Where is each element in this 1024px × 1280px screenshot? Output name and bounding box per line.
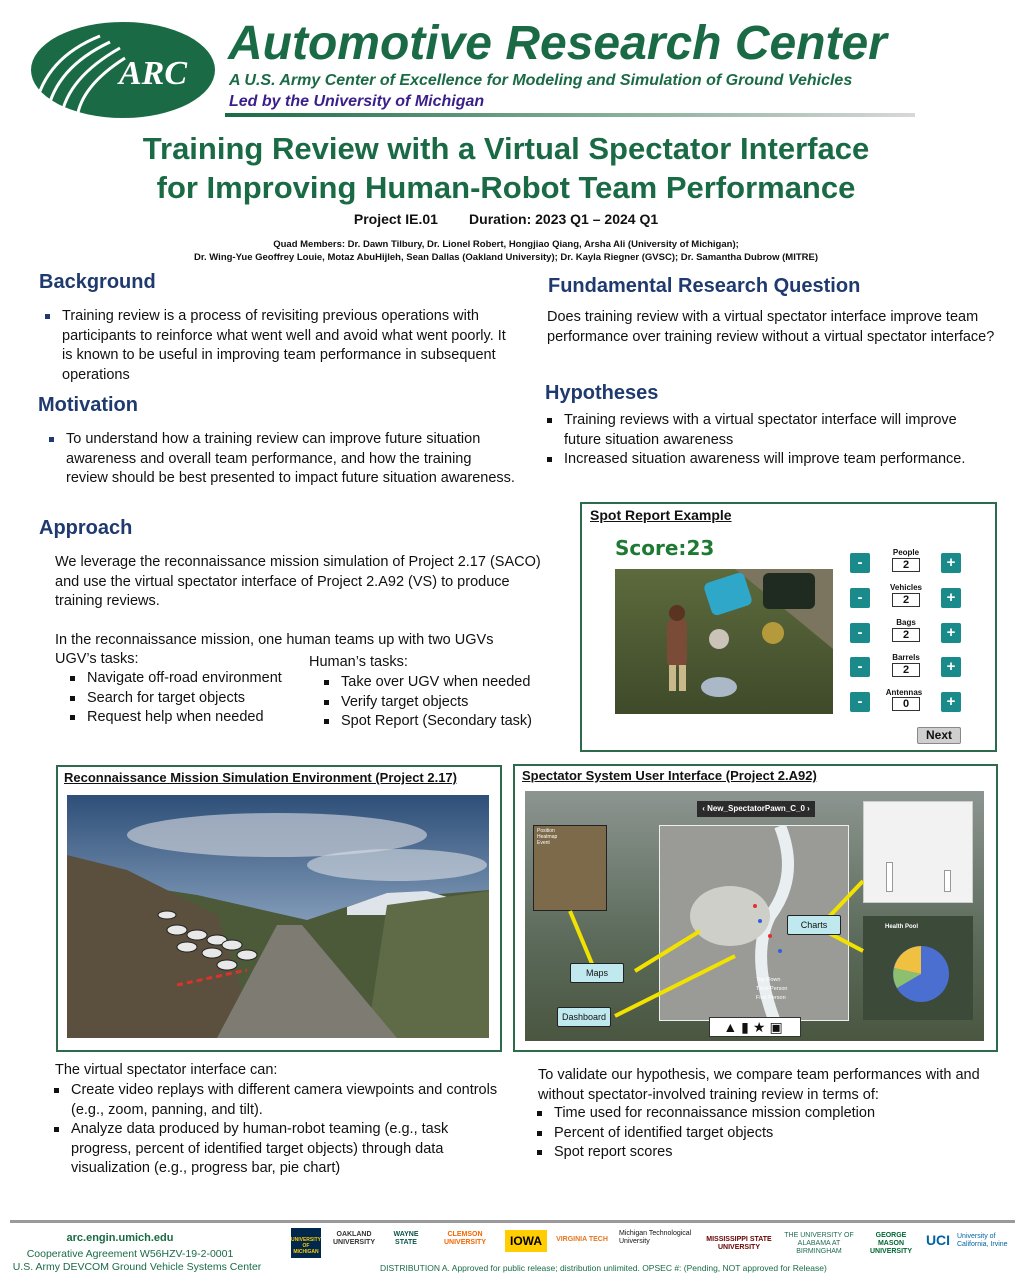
score-display bbox=[615, 536, 714, 560]
callout-arrows bbox=[525, 791, 984, 1041]
partner-logo-uab: THE UNIVERSITY OF ALABAMA AT BIRMINGHAM bbox=[784, 1232, 854, 1255]
list-item: Increased situation awareness will improve team performance. bbox=[544, 450, 984, 470]
list-item: Percent of identified target objects bbox=[534, 1124, 989, 1144]
footer-url[interactable]: arc.engin.umich.edu bbox=[66, 1232, 174, 1244]
footer-divider bbox=[10, 1220, 1015, 1223]
bags-label: Bags bbox=[896, 618, 916, 627]
partner-logo-george-mason: GEORGE MASON UNIVERSITY bbox=[869, 1232, 912, 1255]
motivation-heading: Motivation bbox=[38, 394, 138, 416]
vehicles-decrement-button[interactable]: - bbox=[850, 588, 870, 608]
validation-list bbox=[534, 1104, 989, 1163]
human-tasks-list bbox=[321, 673, 561, 732]
map-icon[interactable]: ▲ bbox=[723, 1019, 742, 1035]
background-heading: Background bbox=[39, 271, 156, 293]
center-name: Automotive Research Center bbox=[228, 17, 887, 70]
list-item: Time used for reconnaissance mission completion bbox=[534, 1104, 989, 1124]
approach-heading: Approach bbox=[39, 517, 133, 539]
bags-decrement-button[interactable]: - bbox=[850, 623, 870, 643]
legend-item: Event bbox=[537, 840, 550, 846]
list-item: Spot report scores bbox=[534, 1143, 989, 1163]
partner-logo-iowa: IOWA bbox=[505, 1230, 547, 1252]
camera-option-top-down[interactable]: Top Down bbox=[756, 977, 781, 983]
antennas-increment-button[interactable]: + bbox=[941, 692, 961, 712]
capabilities-list bbox=[51, 1081, 511, 1179]
spectator-ui-screenshot bbox=[525, 791, 984, 1041]
bar-chart-icon[interactable]: ▮ bbox=[741, 1019, 753, 1035]
camera-option-third-person[interactable]: Third Person bbox=[756, 986, 788, 992]
research-question-heading: Fundamental Research Question bbox=[548, 275, 861, 297]
spot-report-title: Spot Report Example bbox=[590, 507, 732, 523]
camera-icon[interactable]: ▣ bbox=[769, 1019, 787, 1035]
distribution-statement: DISTRIBUTION A. Approved for public release; distribution unlimited. OPSEC #: (Pending, NOT approved for Release) bbox=[380, 1263, 827, 1273]
logo-text: ARC bbox=[118, 55, 188, 92]
score-value: 23 bbox=[686, 536, 715, 560]
partner-logo-virginia-tech: VIRGINIA TECH bbox=[556, 1236, 608, 1243]
background-list bbox=[42, 307, 517, 385]
barrels-label: Barrels bbox=[892, 653, 920, 662]
barrels-decrement-button[interactable]: - bbox=[850, 657, 870, 677]
dashboard-toolbar bbox=[709, 1017, 801, 1037]
health-pool-label: Health Pool bbox=[885, 924, 919, 930]
maps-callout: Maps bbox=[570, 963, 624, 983]
partner-logo-wayne-state: WAYNE STATE bbox=[393, 1231, 419, 1246]
partner-logo-mississippi-state: MISSISSIPPI STATE UNIVERSITY bbox=[706, 1236, 772, 1251]
list-item: Create video replays with different camera viewpoints and controls (e.g., zoom, panning, and tilt). bbox=[51, 1081, 511, 1120]
ugv-tasks-heading: UGV’s tasks: bbox=[55, 651, 139, 667]
hypotheses-heading: Hypotheses bbox=[545, 382, 659, 404]
barrels-count[interactable]: 2 bbox=[892, 663, 920, 677]
quad-members-line-2: Dr. Wing-Yue Geoffrey Louie, Motaz AbuHijleh, Sean Dallas (Oakland University); Dr. Kayla Riegner (GVSC); Dr. Samantha Dubrow (MITRE) bbox=[193, 252, 819, 263]
star-icon[interactable]: ★ bbox=[752, 1019, 770, 1035]
poster-title-line-2: for Improving Human-Robot Team Performance bbox=[156, 170, 856, 205]
score-label: Score: bbox=[615, 536, 687, 560]
vehicles-increment-button[interactable]: + bbox=[941, 588, 961, 608]
project-duration: Project IE.01 Duration: 2023 Q1 – 2024 Q1 bbox=[353, 211, 659, 227]
approach-paragraph-1: We leverage the reconnaissance mission simulation of Project 2.17 (SACO) and use the virtual spectator interface of Project 2.A92 (VS) to produce training reviews. bbox=[55, 554, 541, 609]
list-item: Request help when needed bbox=[67, 708, 307, 728]
people-count[interactable]: 2 bbox=[892, 558, 920, 572]
header-divider bbox=[225, 113, 915, 117]
list-item: Analyze data produced by human-robot teaming (e.g., task progress, percent of identified target objects) through data visualization (e.g., progress bar, pie chart) bbox=[51, 1120, 511, 1179]
recon-sim-title: Reconnaissance Mission Simulation Environment (Project 2.17) bbox=[64, 770, 457, 785]
capabilities-intro: The virtual spectator interface can: bbox=[55, 1062, 278, 1078]
partner-logo-uci-name: University of California, Irvine bbox=[957, 1233, 1008, 1248]
charts-callout: Charts bbox=[787, 915, 841, 935]
hypotheses-list bbox=[544, 411, 984, 470]
quad-members-line-1: Quad Members: Dr. Dawn Tilbury, Dr. Lionel Robert, Hongjiao Qiang, Arsha Ali (University of Michigan); bbox=[273, 239, 739, 250]
spot-report-scene-image bbox=[615, 569, 833, 714]
legend-item: Heatmap bbox=[537, 834, 558, 840]
list-item: Take over UGV when needed bbox=[321, 673, 561, 693]
antennas-label: Antennas bbox=[885, 688, 923, 697]
list-item: Navigate off-road environment bbox=[67, 669, 307, 689]
people-label: People bbox=[892, 548, 920, 557]
validation-intro: To validate our hypothesis, we compare team performances with and without spectator-involved training review in terms of: bbox=[538, 1067, 980, 1103]
ugv-tasks-list bbox=[67, 669, 307, 728]
antennas-decrement-button[interactable]: - bbox=[850, 692, 870, 712]
bags-increment-button[interactable]: + bbox=[941, 623, 961, 643]
chevron-left-icon[interactable]: ‹ bbox=[702, 804, 708, 813]
center-subtitle: A U.S. Army Center of Excellence for Modeling and Simulation of Ground Vehicles bbox=[229, 72, 853, 89]
vehicles-count[interactable]: 2 bbox=[892, 593, 920, 607]
list-item: Training reviews with a virtual spectator interface will improve future situation awareness bbox=[544, 411, 984, 450]
lead-institution: Led by the University of Michigan bbox=[229, 93, 485, 110]
spectator-ui-title: Spectator System User Interface (Project 2.A92) bbox=[522, 768, 817, 783]
sponsor-organization: U.S. Army DEVCOM Ground Vehicle Systems Center bbox=[12, 1261, 262, 1273]
partner-logo-michigan-tech: Michigan Technological University bbox=[619, 1230, 692, 1245]
chevron-right-icon[interactable]: › bbox=[804, 804, 810, 813]
people-decrement-button[interactable]: - bbox=[850, 553, 870, 573]
motivation-bullet: To understand how a training review can improve future situation awareness and overall team performance, and how the training review should be best presented to impact future situation awareness. bbox=[46, 430, 516, 489]
background-bullet: Training review is a process of revisiting previous operations with participants to reinforce what went well and avoid what went poorly. It is known to be useful in improving team performance in subsequent operations bbox=[42, 307, 517, 385]
camera-option-first-person[interactable]: First Person bbox=[756, 995, 786, 1001]
arc-logo bbox=[25, 18, 215, 118]
partner-logo-clemson: CLEMSON UNIVERSITY bbox=[443, 1231, 486, 1246]
pawn-label: New_SpectatorPawn_C_0 bbox=[707, 804, 805, 813]
people-increment-button[interactable]: + bbox=[941, 553, 961, 573]
research-question-text: Does training review with a virtual spectator interface improve team performance over training review without a virtual spectator interface? bbox=[547, 309, 995, 345]
recon-sim-screenshot bbox=[67, 795, 489, 1038]
approach-paragraph-2: In the reconnaissance mission, one human teams up with two UGVs bbox=[55, 632, 494, 648]
antennas-count[interactable]: 0 bbox=[892, 697, 920, 711]
next-button[interactable]: Next bbox=[917, 727, 961, 744]
poster-title-line-1: Training Review with a Virtual Spectator Interface bbox=[142, 131, 870, 166]
partner-logo-uci: UCI bbox=[925, 1232, 951, 1248]
partner-logo-umich: UNIVERSITY OF MICHIGAN bbox=[291, 1228, 321, 1258]
list-item: Search for target objects bbox=[67, 689, 307, 709]
motivation-list bbox=[46, 430, 516, 489]
partner-logo-oakland: OAKLAND UNIVERSITY bbox=[332, 1231, 375, 1246]
list-item: Verify target objects bbox=[321, 693, 561, 713]
human-tasks-heading: Human’s tasks: bbox=[309, 654, 408, 670]
barrels-increment-button[interactable]: + bbox=[941, 657, 961, 677]
cooperative-agreement: Cooperative Agreement W56HZV-19-2-0001 bbox=[26, 1248, 234, 1260]
legend-item: Position bbox=[537, 828, 555, 834]
list-item: Spot Report (Secondary task) bbox=[321, 712, 561, 732]
bags-count[interactable]: 2 bbox=[892, 628, 920, 642]
dashboard-callout: Dashboard bbox=[557, 1007, 611, 1027]
vehicles-label: Vehicles bbox=[889, 583, 923, 592]
